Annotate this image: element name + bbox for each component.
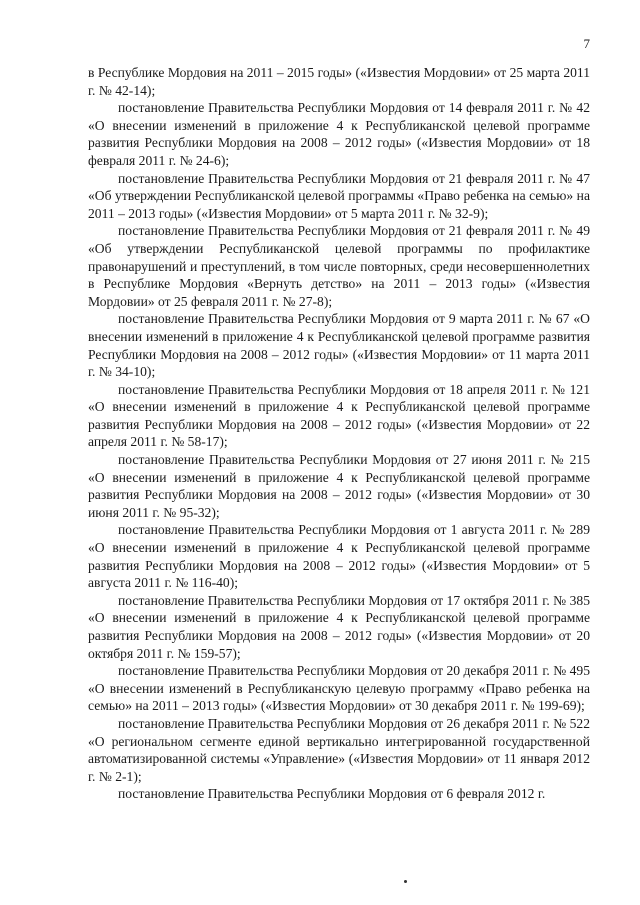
paragraph-resolution-215: постановление Правительства Республики Мордовия от 27 июня 2011 г. № 215 «О внесении изменений в приложение 4 к Республиканской целевой программе развития Республики Мордовия на 2008 – 2012 годы» («Известия Мордовии» от 30 июня 2011 г. № 95-32); bbox=[88, 452, 590, 520]
paragraph-resolution-42: постановление Правительства Республики Мордовия от 14 февраля 2011 г. № 42 «О внесении изменений в приложение 4 к Республиканской целевой программе развития Республики Мордовия на 2008 – 2012 годы» («Известия Мордовии» от 18 февраля 2011 г. № 24-6); bbox=[88, 100, 590, 168]
paragraph-resolution-495: постановление Правительства Республики Мордовия от 20 декабря 2011 г. № 495 «О внесении изменений в Республиканскую целевую программу «Право ребенка на семью» на 2011 – 2013 годы» («Известия Мордовии» от 30 декабря 2011 г. № 199-69); bbox=[88, 663, 590, 714]
paragraph-resolution-121: постановление Правительства Республики Мордовия от 18 апреля 2011 г. № 121 «О внесении изменений в приложение 4 к Республиканской целевой программе развития Республики Мордовия на 2008 – 2012 годы» («Известия Мордовии» от 22 апреля 2011 г. № 58-17); bbox=[88, 381, 590, 450]
paragraph-resolution-522: постановление Правительства Республики Мордовия от 26 декабря 2011 г. № 522 «О региональном сегменте единой вертикально интегрированной государственной автоматизированной системы «Управление» («Известия Мордовии» от 11 января 2012 г. № 2-1); bbox=[88, 715, 590, 784]
page-number: 7 bbox=[583, 36, 590, 51]
paragraph-resolution-385: постановление Правительства Республики Мордовия от 17 октября 2011 г. № 385 «О внесении изменений в приложение 4 к Республиканской целевой программе развития Республики Мордовия на 2008 – 2012 годы» («Известия Мордовии» от 20 октября 2011 г. № 159-57); bbox=[88, 592, 590, 661]
paragraph-resolution-47: постановление Правительства Республики Мордовия от 21 февраля 2011 г. № 47 «Об утверждении Республиканской целевой программы «Право ребенка на семью» на 2011 – 2013 годы» («Известия Мордовии» от 5 марта 2011 г. № 32-9); bbox=[88, 170, 590, 221]
paragraph-continuation: в Республике Мордовия на 2011 – 2015 годы» («Известия Мордовии» от 25 марта 2011 г. № 42-14); bbox=[88, 65, 590, 98]
paragraph-resolution-289: постановление Правительства Республики Мордовия от 1 августа 2011 г. № 289 «О внесении изменений в приложение 4 к Республиканской целевой программе развития Республики Мордовия на 2008 – 2012 годы» («Известия Мордовии» от 5 августа 2011 г. № 116-40); bbox=[88, 522, 590, 591]
paragraph-resolution-49: постановление Правительства Республики Мордовия от 21 февраля 2011 г. № 49 «Об утверждении Республиканской целевой программы по профилактике правонарушений и преступлений, в том числе повторных, среди несовершеннолетних в Республике Мордовия «Вернуть детство» на 2011 – 2013 годы» («Известия Мордовии» от 25 февраля 2011 г. № 27-8); bbox=[88, 223, 590, 309]
document-body bbox=[88, 64, 590, 803]
paragraph-resolution-67: постановление Правительства Республики Мордовия от 9 марта 2011 г. № 67 «О внесении изменений в приложение 4 к Республиканской целевой программе развития Республики Мордовия на 2008 – 2012 годы» («Известия Мордовии» от 11 марта 2011 г. № 34-10); bbox=[88, 311, 590, 380]
scan-dot-mark bbox=[404, 880, 407, 883]
paragraph-resolution-feb-2012: постановление Правительства Республики Мордовия от 6 февраля 2012 г. bbox=[118, 786, 546, 802]
